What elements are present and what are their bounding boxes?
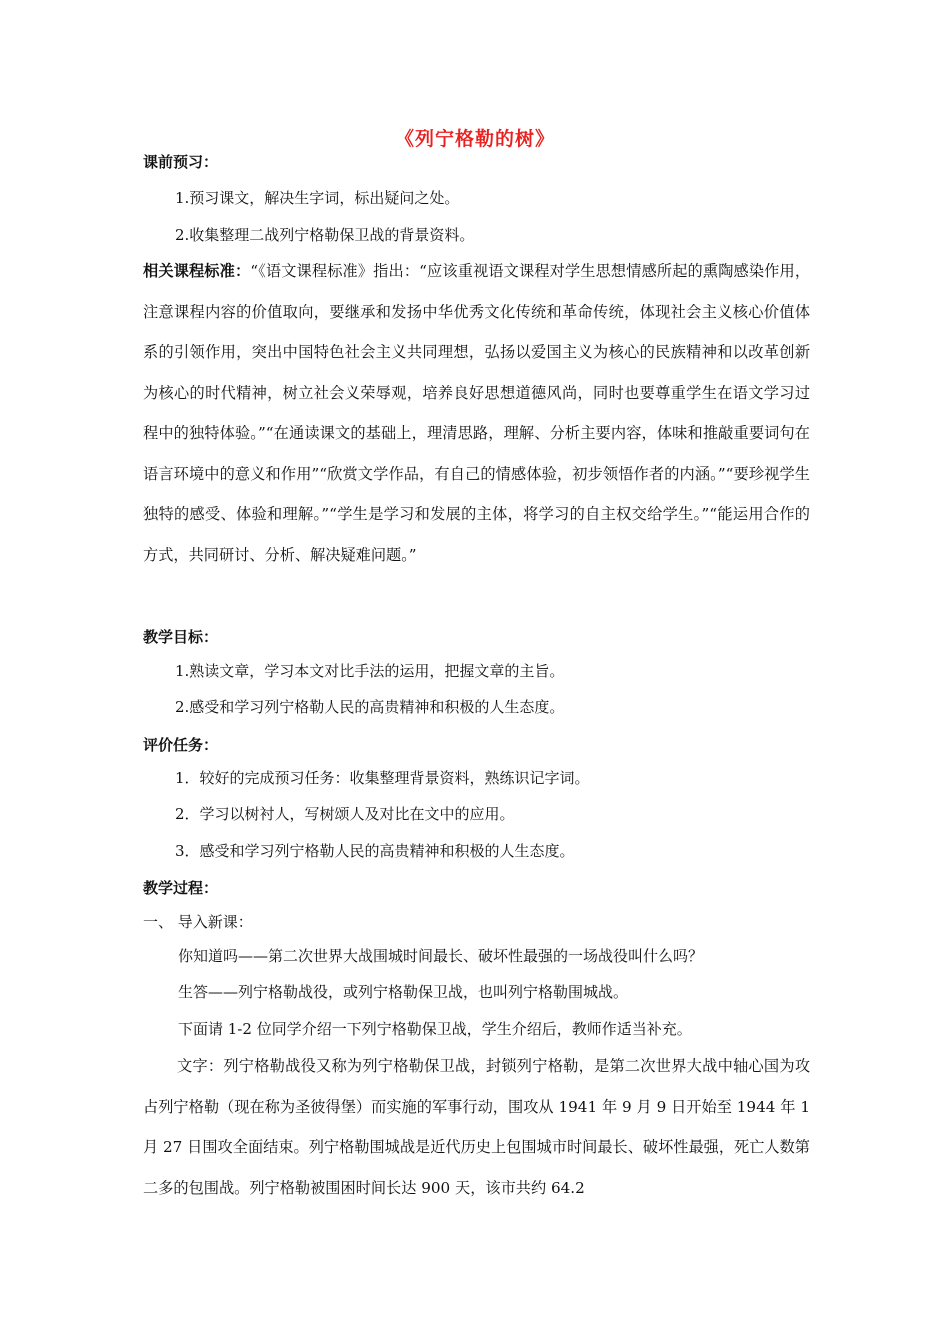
standard-text: “《语文课程标准》指出：“应该重视语文课程对学生思想情感所起的熏陶感染作用，注意课程内容的价值取向，要继承和发扬中华优秀文化传统和革命传统，体现社会主义核心价值体系的引领作用，突出中国特色社会主义共同理想，弘扬以爱国主义为核心的民族精神和以改革创新为核心的时代精神，树立社会义荣辱观，培养良好思想道德风尚，同时也要尊重学生在语文学习过程中的独特体验。”“在通读课文的基础上，理清思路，理解、分析主要内容，体味和推敲重要词句在语言环境中的意义和作用”“欣赏文学作品，有自己的情感体验，初步领悟作者的内涵。”“要珍视学生独特的感受、体验和理解。”“学生是学习和发展的主体，将学习的自主权交给学生。”“能运用合作的方式，共同研讨、分析、解决疑难问题。” <box>143 262 811 564</box>
goals-heading: 教学目标： <box>143 628 219 646</box>
preview-heading: 课前预习： <box>143 153 219 171</box>
standard-paragraph <box>143 251 810 575</box>
process-line-3: 下面请 1-2 位同学介绍一下列宁格勒保卫战，学生介绍后，教师作适当补充。 <box>178 1020 692 1038</box>
document-title: 《列宁格勒的树》 <box>394 128 555 150</box>
standard-heading: 相关课程标准： <box>143 262 251 280</box>
process-line-1: 你知道吗——第二次世界大战围城时间最长、破坏性最强的一场战役叫什么吗？ <box>178 947 704 965</box>
preview-item-2: 2.收集整理二战列宁格勒保卫战的背景资料。 <box>175 226 475 244</box>
process-heading: 教学过程： <box>143 879 219 897</box>
goals-item-2: 2.感受和学习列宁格勒人民的高贵精神和积极的人生态度。 <box>175 698 565 716</box>
evaluation-item-3: 3．感受和学习列宁格勒人民的高贵精神和积极的人生态度。 <box>175 842 575 860</box>
goals-item-1: 1.熟读文章，学习本文对比手法的运用，把握文章的主旨。 <box>175 662 565 680</box>
evaluation-heading: 评价任务： <box>143 736 219 754</box>
process-step-1: 一、 导入新课： <box>143 913 253 931</box>
process-paragraph: 文字：列宁格勒战役又称为列宁格勒保卫战，封锁列宁格勒，是第二次世界大战中轴心国为攻占列宁格勒（现在称为圣彼得堡）而实施的军事行动，围攻从 1941 年 9 月 9 日开始至 1944 年 1 月 27 日围攻全面结束。列宁格勒围城战是近代历史上包围城市时间最长、破坏性最强，死亡人数第二多的包围战。列宁格勒被围困时间长达 900 天，该市共约 64.2 <box>143 1057 810 1197</box>
evaluation-item-2: 2．学习以树衬人，写树颂人及对比在文中的应用。 <box>175 805 515 823</box>
evaluation-item-1: 1．较好的完成预习任务：收集整理背景资料，熟练识记字词。 <box>175 769 590 787</box>
process-line-2: 生答——列宁格勒战役，或列宁格勒保卫战，也叫列宁格勒围城战。 <box>178 983 629 1001</box>
preview-item-1: 1.预习课文，解决生字词，标出疑问之处。 <box>175 189 460 207</box>
